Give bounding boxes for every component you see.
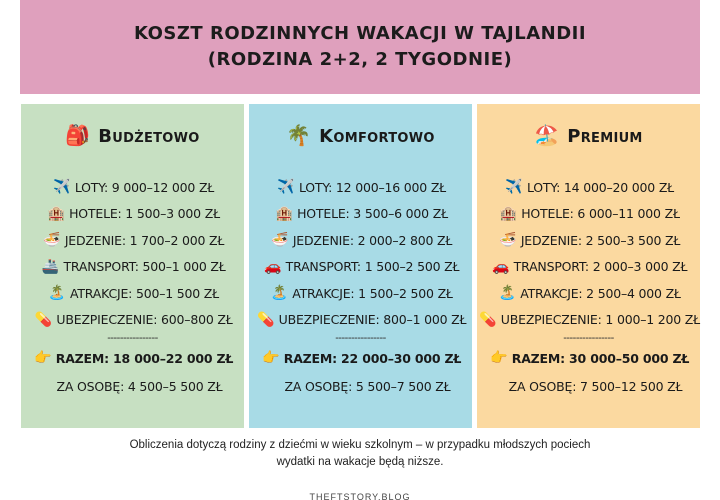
row-text: LOTY: 12 000–16 000 ZŁ [298, 179, 447, 195]
cost-row-food [21, 227, 244, 254]
pill-icon: 💊 [34, 311, 53, 328]
pill-icon: 💊 [479, 311, 497, 328]
cost-row-flights [21, 174, 244, 201]
brand-label: THEFTSTORY.BLOG [309, 492, 411, 500]
island-icon: 🏝️ [270, 285, 288, 302]
cost-row-transport [477, 254, 700, 281]
card-header [249, 118, 472, 154]
row-text: ATRAKCJE: 500–1 500 ZŁ [69, 285, 219, 301]
plane-icon: ✈️ [53, 179, 71, 196]
row-text: UBEZPIECZENIE: 600–800 ZŁ [56, 312, 233, 328]
row-text: JEDZENIE: 2 000–2 800 ZŁ [292, 232, 453, 248]
plane-icon: ✈️ [277, 179, 295, 196]
pointing-hand-icon: 👉 [490, 350, 508, 366]
card-header [21, 118, 244, 154]
island-icon: 🏝️ [498, 285, 516, 302]
cost-row-hotels [249, 201, 472, 228]
title-line-2: (RODZINA 2+2, 2 TYGODNIE) [207, 49, 513, 70]
row-text: UBEZPIECZENIE: 1 000–1 200 ZŁ [500, 312, 700, 328]
row-text: HOTELE: 1 500–3 000 ZŁ [69, 206, 220, 222]
per-person-row: ZA OSOBĘ: 7 500–12 500 ZŁ [508, 378, 683, 394]
total-text: RAZEM: 22 000–30 000 ZŁ [283, 350, 462, 366]
cost-row-flights [249, 174, 472, 201]
per-person-row: ZA OSOBĘ: 4 500–5 500 ZŁ [56, 378, 223, 394]
cost-row-insurance [21, 307, 244, 334]
palm-tree-icon: 🌴 [286, 125, 312, 147]
footnote-line-1: Obliczenia dotyczą rodziny z dziećmi w wieku szkolnym – w przypadku młodszych pociech [129, 439, 591, 451]
food-icon: 🍜 [43, 232, 61, 249]
cost-row-hotels [477, 201, 700, 228]
car-icon: 🚗 [492, 258, 510, 275]
row-text: JEDZENIE: 2 500–3 500 ZŁ [520, 232, 681, 248]
card-budget [21, 104, 244, 428]
row-text: ATRAKCJE: 2 500–4 000 ZŁ [520, 285, 681, 301]
card-comfort [249, 104, 472, 428]
per-person-row: ZA OSOBĘ: 5 500–7 500 ZŁ [284, 378, 451, 394]
food-icon: 🍜 [271, 232, 289, 249]
title-line-1: KOSZT RODZINNYCH WAKACJI W TAJLANDII [133, 23, 587, 44]
hotel-icon: 🏨 [47, 205, 65, 222]
ship-icon: 🚢 [41, 258, 60, 275]
row-text: HOTELE: 3 500–6 000 ZŁ [297, 206, 448, 222]
divider: ---------------- [107, 332, 158, 344]
island-icon: 🏝️ [48, 285, 66, 302]
hotel-icon: 🏨 [499, 205, 517, 222]
row-text: HOTELE: 6 000–11 000 ZŁ [521, 206, 680, 222]
total-row [21, 345, 244, 371]
cost-row-flights [477, 174, 700, 201]
total-text: RAZEM: 30 000–50 000 ZŁ [511, 350, 690, 366]
hotel-icon: 🏨 [275, 205, 293, 222]
row-text: TRANSPORT: 1 500–2 500 ZŁ [285, 259, 460, 275]
card-header [477, 118, 700, 154]
cost-row-attractions [21, 280, 244, 307]
row-text: ATRAKCJE: 1 500–2 500 ZŁ [292, 285, 453, 301]
beach-umbrella-icon: 🏖️ [534, 125, 560, 147]
card-title: Komfortowo [319, 125, 435, 147]
plane-icon: ✈️ [505, 179, 523, 196]
footnote-line-2: wydatki na wakacje będą niższe. [276, 456, 444, 468]
pointing-hand-icon: 👉 [34, 350, 52, 366]
title-banner [20, 0, 700, 94]
cost-row-insurance [249, 307, 472, 334]
pill-icon: 💊 [257, 311, 275, 328]
divider: ---------------- [563, 332, 614, 344]
row-text: JEDZENIE: 1 700–2 000 ZŁ [64, 232, 225, 248]
card-premium [477, 104, 700, 428]
cost-row-insurance [477, 307, 700, 334]
cost-row-transport [21, 254, 244, 281]
total-text: RAZEM: 18 000–22 000 ZŁ [55, 350, 234, 366]
row-text: UBEZPIECZENIE: 800–1 000 ZŁ [278, 312, 467, 328]
backpack-icon: 🎒 [65, 125, 91, 147]
cost-row-food [477, 227, 700, 254]
total-row [477, 345, 700, 371]
cost-row-transport [249, 254, 472, 281]
footnote [60, 437, 660, 471]
row-text: TRANSPORT: 500–1 000 ZŁ [63, 259, 226, 275]
row-text: TRANSPORT: 2 000–3 000 ZŁ [513, 259, 688, 275]
car-icon: 🚗 [264, 258, 282, 275]
cost-row-hotels [21, 201, 244, 228]
card-title: Premium [567, 125, 643, 147]
food-icon: 🍜 [499, 232, 517, 249]
divider: ---------------- [335, 332, 386, 344]
total-row [249, 345, 472, 371]
pointing-hand-icon: 👉 [262, 350, 280, 366]
cost-row-attractions [477, 280, 700, 307]
cost-row-attractions [249, 280, 472, 307]
cost-row-food [249, 227, 472, 254]
row-text: LOTY: 9 000–12 000 ZŁ [74, 179, 215, 195]
row-text: LOTY: 14 000–20 000 ZŁ [526, 179, 675, 195]
card-title: Budżetowo [98, 125, 200, 147]
